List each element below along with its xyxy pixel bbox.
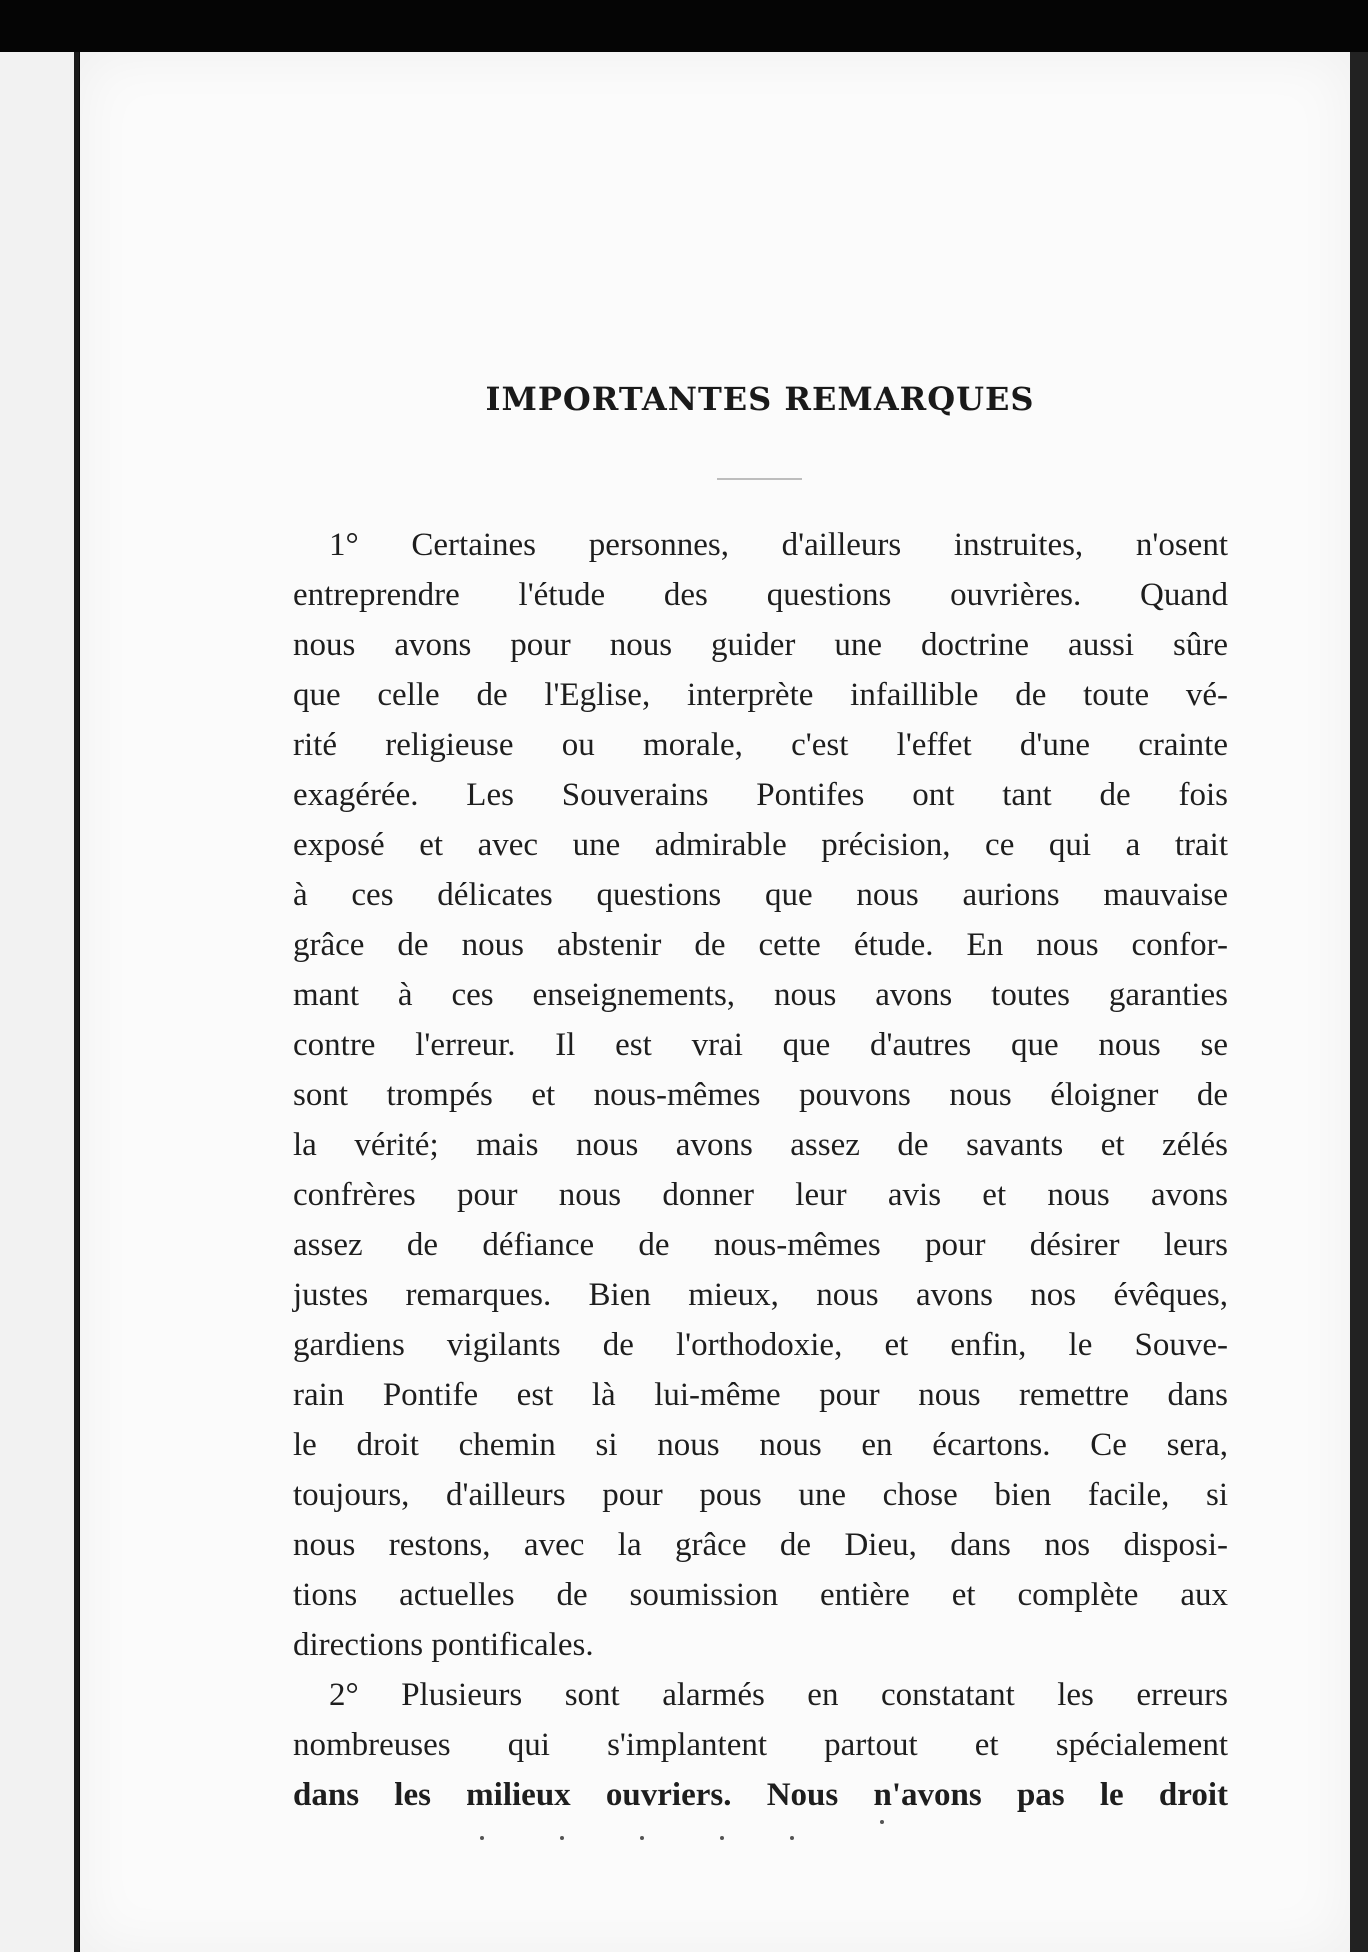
text-line: exagérée. Les Souverains Pontifes ont tant de fois: [293, 777, 1228, 813]
title-divider: [717, 478, 802, 480]
text-line: la vérité; mais nous avons assez de savants et zélés: [293, 1127, 1228, 1163]
speckle: [880, 1820, 884, 1824]
text-line: tions actuelles de soumission entière et complète aux: [293, 1577, 1228, 1613]
text-line: à ces délicates questions que nous aurions mauvaise: [293, 877, 1228, 913]
scan-right-border: [1350, 52, 1368, 1952]
text-line: nombreuses qui s'implantent partout et spécialement: [293, 1727, 1228, 1763]
speckle: [480, 1836, 484, 1840]
scan-top-border: [0, 0, 1368, 52]
speckle: [640, 1836, 644, 1840]
text-line: nous avons pour nous guider une doctrine aussi sûre: [293, 627, 1228, 663]
paragraph-1: [293, 520, 1228, 1670]
text-line: nous restons, avec la grâce de Dieu, dans nos disposi-: [293, 1527, 1228, 1563]
text-line: toujours, d'ailleurs pour pous une chose bien facile, si: [293, 1477, 1228, 1513]
facing-page-edge: [0, 52, 78, 1952]
text-line: assez de défiance de nous-mêmes pour désirer leurs: [293, 1227, 1228, 1263]
text-line: rain Pontife est là lui-même pour nous remettre dans: [293, 1377, 1228, 1413]
paragraph-2: [293, 1670, 1228, 1820]
text-line: exposé et avec une admirable précision, ce qui a trait: [293, 827, 1228, 863]
text-line: que celle de l'Eglise, interprète infaillible de toute vé-: [293, 677, 1228, 713]
text-line: rité religieuse ou morale, c'est l'effet d'une crainte: [293, 727, 1228, 763]
text-line: grâce de nous abstenir de cette étude. En nous confor-: [293, 927, 1228, 963]
page-title: IMPORTANTES REMARQUES: [485, 380, 1035, 418]
text-line: le droit chemin si nous nous en écartons. Ce sera,: [293, 1427, 1228, 1463]
text-line: sont trompés et nous-mêmes pouvons nous éloigner de: [293, 1077, 1228, 1113]
text-line: contre l'erreur. Il est vrai que d'autres que nous se: [293, 1027, 1228, 1063]
text-line: mant à ces enseignements, nous avons toutes garanties: [293, 977, 1228, 1013]
text-line: 1° Certaines personnes, d'ailleurs instruites, n'osent: [329, 527, 1228, 563]
text-line: directions pontificales.: [293, 1627, 594, 1663]
speckle: [720, 1836, 724, 1840]
text-line: dans les milieux ouvriers. Nous n'avons pas le droit: [293, 1777, 1228, 1813]
speckle: [560, 1836, 564, 1840]
scan-speckles: [480, 1836, 900, 1840]
text-line: confrères pour nous donner leur avis et nous avons: [293, 1177, 1228, 1213]
page-body: [293, 520, 1228, 1820]
text-line: entreprendre l'étude des questions ouvrières. Quand: [293, 577, 1228, 613]
binding-edge-line: [74, 52, 79, 1952]
text-line: justes remarques. Bien mieux, nous avons nos évêques,: [293, 1277, 1228, 1313]
text-line: gardiens vigilants de l'orthodoxie, et enfin, le Souve-: [293, 1327, 1228, 1363]
text-line: 2° Plusieurs sont alarmés en constatant les erreurs: [329, 1677, 1228, 1713]
speckle: [790, 1836, 794, 1840]
